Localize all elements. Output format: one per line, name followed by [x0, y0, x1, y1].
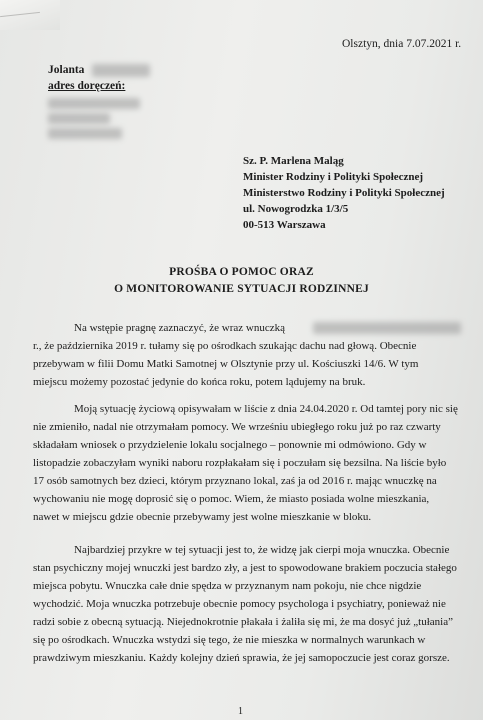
body-line: wychowaniu nie mogę doprosić się o pomoc. Wiem, że miasto posiada wolne mieszkania, — [33, 493, 430, 505]
body-line: radzi sobie z obecną sytuacją. Niejednokrotnie płakała i żaliła się mi, że ma dosyć już „tułania” — [33, 616, 453, 628]
letter-title: PROŚBA O POMOC ORAZ — [169, 266, 314, 278]
redacted-address-line — [48, 98, 140, 109]
page-number: 1 — [238, 706, 243, 717]
body-line: Moją sytuację życiową opisywałam w liście z dnia 24.04.2020 r. Od tamtej pory nic się — [74, 403, 458, 415]
body-line: Najbardziej przykre w tej sytuacji jest to, że widzę jak cierpi moja wnuczka. Obecnie — [74, 544, 450, 556]
body-line: przebywam w filii Domu Matki Samotnej w Olsztynie przy ul. Kościuszki 14/6. W tym — [33, 358, 419, 370]
body-line: nie zmieniło, nadal nie otrzymałam pomocy. We wrześniu ubiegłego roku już po raz czwarty — [33, 421, 441, 433]
redacted-surname — [92, 64, 150, 77]
body-line: stan psychiczny mojej wnuczki jest bardzo zły, a jest to spowodowane brakiem poczucia stałego — [33, 562, 457, 574]
sender-address-label: adres doręczeń: — [48, 80, 126, 92]
body-line: składałam wniosek o przydzielenie lokalu socjalnego – ponownie mi odmówiono. Gdy w — [33, 439, 427, 451]
body-line: r., że października 2019 r. tułamy się po ośrodkach szukając dachu nad głową. Obecnie — [33, 340, 417, 352]
redacted-address-line — [48, 113, 110, 124]
letter-title: O MONITOROWANIE SYTUACJI RODZINNEJ — [114, 283, 369, 295]
body-line: prawdziwym mieszkaniu. Każdy kolejny dzień sprawia, że jej samopoczucie jest coraz gorsze. — [33, 652, 450, 664]
recipient-line: ul. Nowogrodzka 1/3/5 — [243, 203, 349, 215]
sender-name: Jolanta — [48, 64, 85, 76]
redacted-name — [313, 322, 461, 334]
body-line: listopadzie zobaczyłam wyniki naboru rozpłakałam się i poczułam się bezsilna. Na liście było — [33, 457, 447, 469]
body-line: Na wstępie pragnę zaznaczyć, że wraz wnuczką — [74, 322, 286, 334]
recipient-line: Ministerstwo Rodziny i Polityki Społecznej — [243, 187, 445, 199]
body-line: miejsca pobytu. Wnuczka całe dnie spędza w przyznanym nam pokoju, nie chce nigdzie — [33, 580, 422, 592]
body-line: miejscu możemy pozostać jedynie do końca roku, potem lądujemy na bruk. — [33, 376, 366, 388]
recipient-line: 00-513 Warszawa — [243, 219, 326, 231]
body-line: nawet w miejscu gdzie obecnie przebywamy jest wolne mieszkanie w bloku. — [33, 511, 372, 523]
body-line: wychodzić. Moja wnuczka potrzebuje obecnie pomocy psychologa i psychiatry, ponieważ nie — [33, 598, 446, 610]
body-line: się po ośrodkach. Wnuczka wstydzi się tego, że nie mieszka w normalnych warunkach w — [33, 634, 426, 646]
recipient-line: Sz. P. Marlena Maląg — [243, 155, 344, 167]
redacted-address-line — [48, 128, 122, 139]
recipient-line: Minister Rodziny i Polityki Społecznej — [243, 171, 424, 183]
body-line: 17 osób samotnych bez dzieci, którym przyznano lokal, zaś ja od 2016 r. mając wnuczkę na — [33, 475, 437, 487]
place-date: Olsztyn, dnia 7.07.2021 r. — [342, 38, 462, 50]
